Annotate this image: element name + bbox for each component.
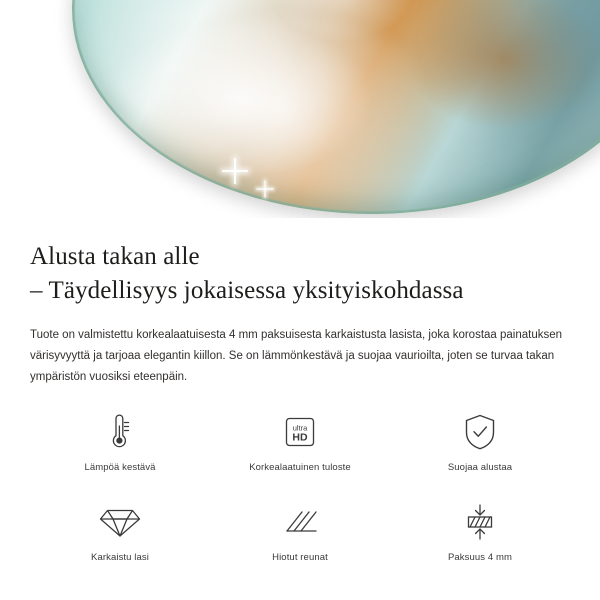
diamond-icon — [99, 500, 141, 544]
thermometer-icon — [103, 410, 137, 454]
ultra-hd-icon — [281, 410, 319, 454]
page-title — [30, 240, 570, 308]
feature-label: Korkealaatuinen tuloste — [249, 461, 351, 473]
thickness-icon — [461, 500, 499, 544]
feature-item — [390, 410, 570, 488]
svg-text:HD: HD — [292, 431, 308, 444]
hero-image — [0, 0, 600, 218]
feature-label: Lämpöä kestävä — [84, 461, 156, 473]
headline-line-2: – Täydellisyys jokaisessa yksityiskohdassa — [30, 277, 464, 304]
description-paragraph: Tuote on valmistettu korkealaatuisesta 4 mm paksuisesta karkaistusta lasista, joka korostaa painatuksen värisyvyyttä ja tarjoaa elegantin kiillon. Se on lämmönkestävä ja suojaa vaurioilta, joten se turvaa takan ympäristön vuosiksi eteenpäin. — [30, 328, 563, 383]
feature-grid — [30, 410, 570, 578]
headline-line-1: Alusta takan alle — [30, 243, 200, 270]
shield-check-icon — [461, 410, 499, 454]
feature-label: Suojaa alustaa — [447, 461, 513, 473]
polished-edges-icon — [280, 500, 320, 544]
content-area — [0, 240, 600, 578]
feature-label: Karkaistu lasi — [91, 551, 149, 563]
glass-disc-product-image — [72, 0, 600, 214]
feature-item — [30, 500, 210, 578]
feature-item — [210, 410, 390, 488]
svg-text:ultra: ultra — [292, 423, 308, 433]
feature-label: Paksuus 4 mm — [447, 551, 513, 563]
feature-label: Hiotut reunat — [272, 551, 328, 563]
feature-item — [390, 500, 570, 578]
feature-item — [210, 500, 390, 578]
feature-item — [30, 410, 210, 488]
